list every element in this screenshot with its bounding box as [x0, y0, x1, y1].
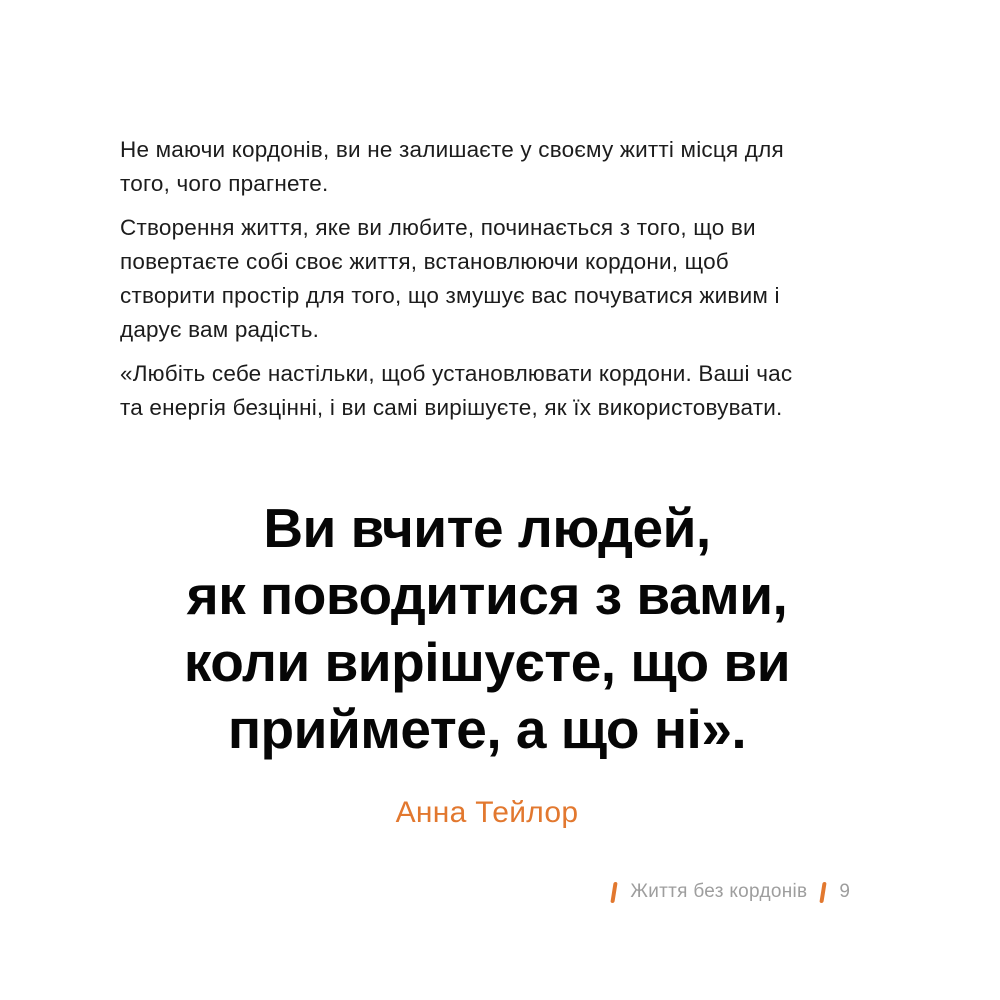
- footer-separator-icon: [611, 882, 618, 903]
- quote-line: Ви вчите людей,: [263, 497, 711, 559]
- footer-page-number: 9: [839, 881, 850, 902]
- pull-quote: [111, 495, 863, 763]
- paragraph: [120, 357, 890, 425]
- paragraph: [120, 211, 890, 347]
- quote-line: як поводитися з вами,: [186, 564, 788, 626]
- paragraph: [120, 133, 890, 201]
- footer-separator-icon: [820, 882, 827, 903]
- text-line: того, чого прагнете.: [120, 171, 329, 196]
- text-line: створити простір для того, що змушує вас почуватися живим і: [120, 283, 780, 308]
- text-line: Створення життя, яке ви любите, починається з того, що ви: [120, 215, 756, 240]
- page-footer: [612, 881, 850, 903]
- text-line: та енергія безцінні, і ви самі вирішуєте, як їх використовувати.: [120, 395, 783, 420]
- text-line: «Любіть себе настільки, щоб установлювати кордони. Ваші час: [120, 361, 793, 386]
- text-line: дарує вам радість.: [120, 317, 320, 342]
- text-line: повертаєте собі своє життя, встановлюючи кордони, щоб: [120, 249, 729, 274]
- text-line: Не маючи кордонів, ви не залишаєте у своєму житті місця для: [120, 137, 784, 162]
- quote-author: Анна Тейлор: [395, 796, 579, 829]
- quote-line: приймете, а що ні».: [227, 698, 747, 760]
- footer-book-title: Життя без кордонів: [630, 881, 808, 902]
- quote-line: коли вирішуєте, що ви: [183, 631, 791, 693]
